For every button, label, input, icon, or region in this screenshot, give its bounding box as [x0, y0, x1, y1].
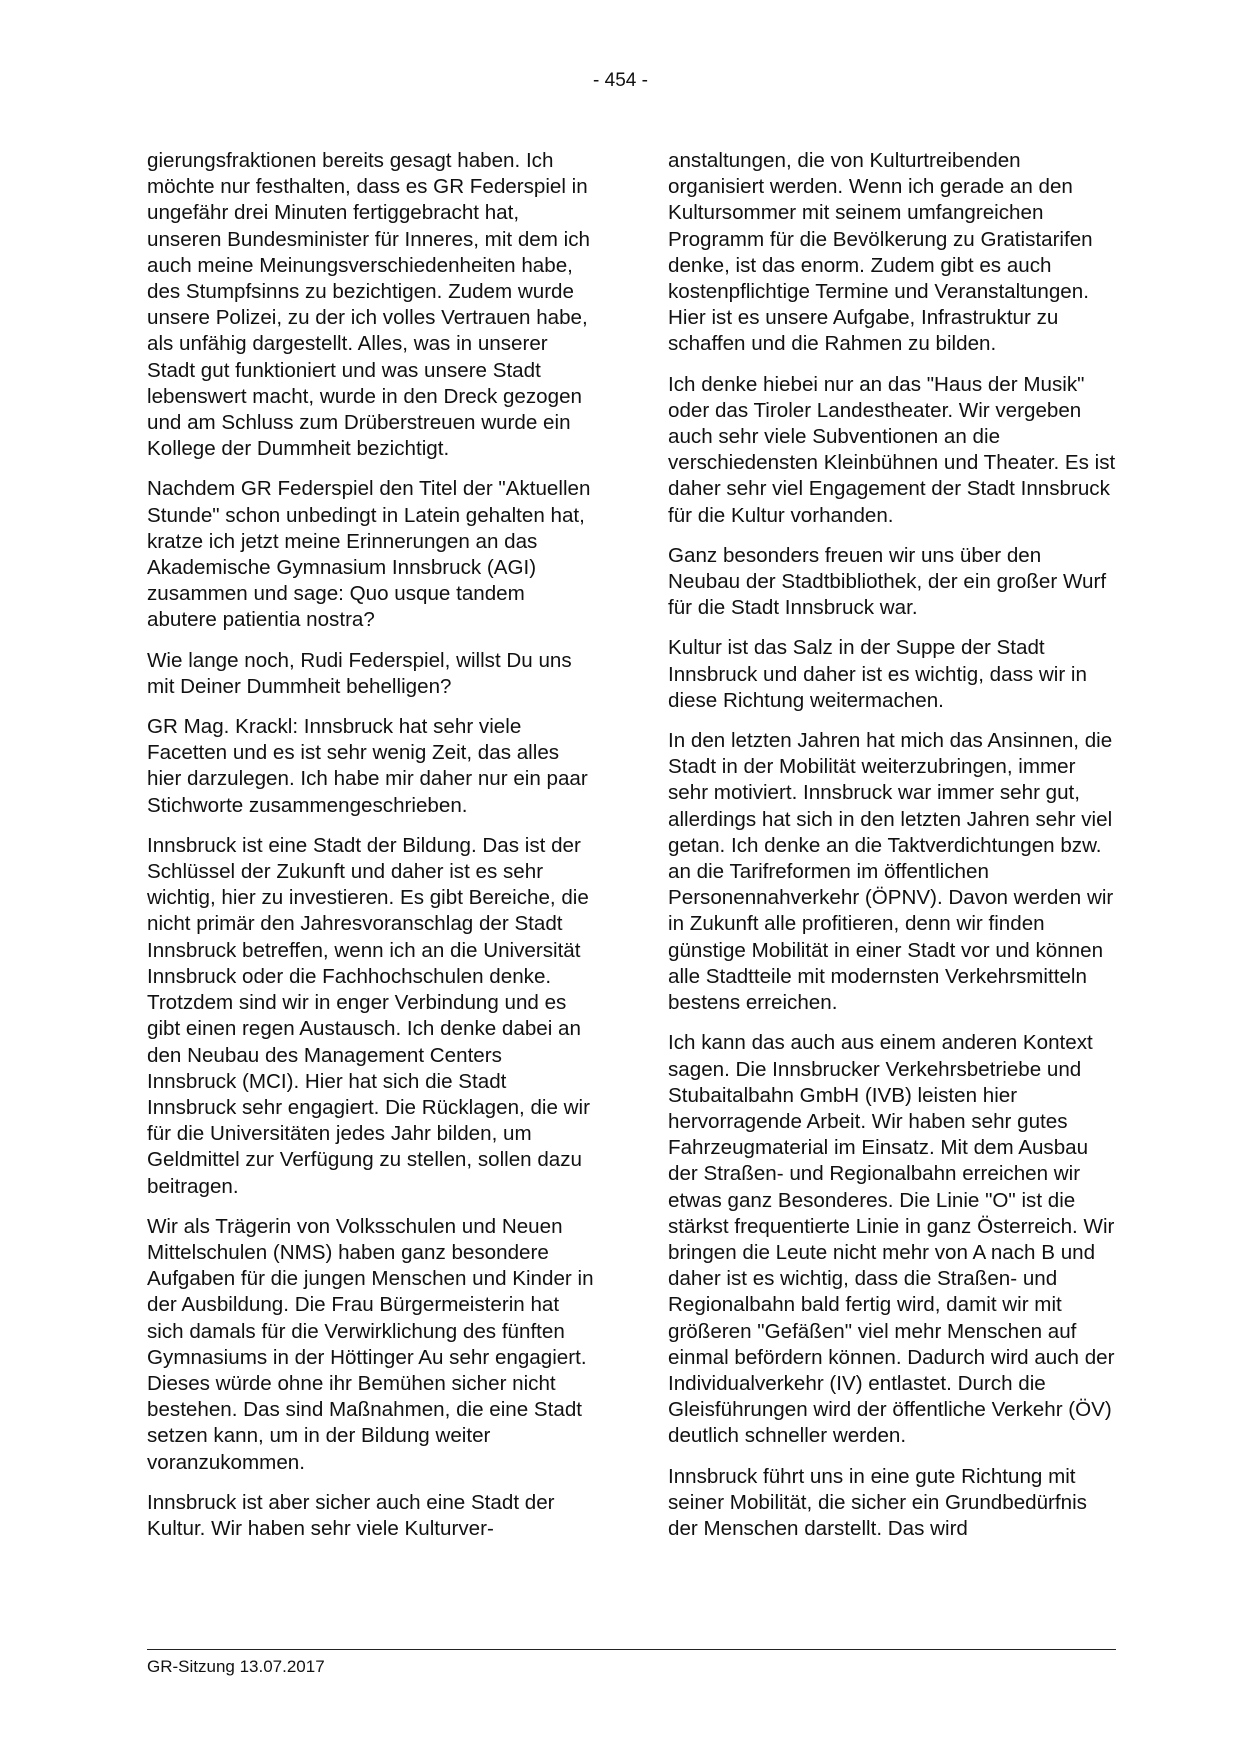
paragraph: Ich denke hiebei nur an das "Haus der Musik" oder das Tiroler Landestheater. Wir vergeben auch sehr viele Subventionen an die verschiedensten Kleinbühnen und Theater. Es ist daher sehr viel Engagement der Stadt Innsbruck für die Kultur vorhanden.	[668, 372, 1116, 527]
paragraph: anstaltungen, die von Kulturtreibenden organisiert werden. Wenn ich gerade an den Kultursommer mit seinem umfangreichen Programm für die Bevölkerung zu Gratistarifen denke, ist das enorm. Zudem gibt es auch kostenpflichtige Termine und Veranstaltungen. Hier ist es unsere Aufgabe, Infrastruktur zu schaffen und die Rahmen zu bilden.	[668, 149, 1093, 356]
paragraph: Wie lange noch, Rudi Federspiel, willst Du uns mit Deiner Dummheit behelligen?	[147, 648, 572, 698]
footer-session-label: GR-Sitzung 13.07.2017	[147, 1657, 325, 1676]
paragraph: Nachdem GR Federspiel den Titel der "Aktuellen Stunde" schon unbedingt in Latein gehalten hat, kratze ich jetzt meine Erinnerungen an das Akademische Gymnasium Innsbruck (AGI) zusammen und sage: Quo usque tandem abutere patientia nostra?	[147, 477, 591, 632]
right-column	[668, 148, 1116, 1556]
left-column	[147, 148, 595, 1556]
paragraph: gierungsfraktionen bereits gesagt haben. Ich möchte nur festhalten, dass es GR Federspiel in ungefähr drei Minuten fertiggebracht hat, unseren Bundesminister für Inneres, mit dem ich auch meine Meinungsverschiedenheiten habe, des Stumpfsinns zu bezichtigen. Zudem wurde unsere Polizei, zu der ich volles Vertrauen habe, als unfähig dargestellt. Alles, was in unserer Stadt gut funktioniert und was unsere Stadt lebenswert macht, wurde in den Dreck gezogen und am Schluss zum Drüberstreuen wurde ein Kollege der Dummheit bezichtigt.	[147, 149, 590, 461]
footer-divider	[147, 1649, 1116, 1650]
paragraph: Kultur ist das Salz in der Suppe der Stadt Innsbruck und daher ist es wichtig, dass wir in diese Richtung weitermachen.	[668, 636, 1087, 712]
paragraph: Innsbruck ist aber sicher auch eine Stadt der Kultur. Wir haben sehr viele Kulturver-	[147, 1490, 555, 1540]
paragraph: GR Mag. Krackl: Innsbruck hat sehr viele Facetten und es ist sehr wenig Zeit, das alles hier darzulegen. Ich habe mir daher nur ein paar Stichworte zusammengeschrieben.	[147, 715, 588, 817]
paragraph: Innsbruck führt uns in eine gute Richtung mit seiner Mobilität, die sicher ein Grundbedürfnis der Menschen darstellt. Das wird	[668, 1464, 1087, 1540]
page-number: - 454 -	[593, 70, 648, 91]
paragraph: Ich kann das auch aus einem anderen Kontext sagen. Die Innsbrucker Verkehrsbetriebe und Stubaitalbahn GmbH (IVB) leisten hier hervorragende Arbeit. Wir haben sehr gutes Fahrzeugmaterial im Einsatz. Mit dem Ausbau der Straßen- und Regionalbahn erreichen wir etwas ganz Besonderes. Die Linie "O" ist die stärkst frequentierte Linie in ganz Österreich. Wir bringen die Leute nicht mehr von A nach B und daher ist es wichtig, dass die Straßen- und Regionalbahn bald fertig wird, damit wir mit größeren "Gefäßen" viel mehr Menschen auf einmal befördern können. Dadurch wird auch der Individualverkehr (IV) entlastet. Durch die Gleisführungen wird der öffentliche Verkehr (ÖV) deutlich schneller werden.	[668, 1031, 1115, 1448]
paragraph: Ganz besonders freuen wir uns über den Neubau der Stadtbibliothek, der ein großer Wurf für die Stadt Innsbruck war.	[668, 543, 1107, 620]
paragraph: Innsbruck ist eine Stadt der Bildung. Das ist der Schlüssel der Zukunft und daher ist es sehr wichtig, hier zu investieren. Es gibt Bereiche, die nicht primär den Jahresvoranschlag der Stadt Innsbruck betreffen, wenn ich an die Universität Innsbruck oder die Fachhochschulen denke. Trotzdem sind wir in enger Verbindung und es gibt einen regen Austausch. Ich denke dabei an den Neubau des Management Centers Innsbruck (MCI). Hier hat sich die Stadt Innsbruck sehr engagiert. Die Rücklagen, die wir für die Universitäten jedes Jahr bilden, um Geldmittel zur Verfügung zu stellen, sollen dazu beitragen.	[147, 833, 590, 1198]
paragraph: Wir als Trägerin von Volksschulen und Neuen Mittelschulen (NMS) haben ganz besondere Aufgaben für die jungen Menschen und Kinder in der Ausbildung. Die Frau Bürgermeisterin hat sich damals für die Verwirklichung des fünften Gymnasiums in der Höttinger Au sehr engagiert. Dieses würde ohne ihr Bemühen sicher nicht bestehen. Das sind Maßnahmen, die eine Stadt setzen kann, um in der Bildung weiter voranzukommen.	[147, 1214, 594, 1474]
paragraph: In den letzten Jahren hat mich das Ansinnen, die Stadt in der Mobilität weiterzubringen, immer sehr motiviert. Innsbruck war immer sehr gut, allerdings hat sich in den letzten Jahren sehr viel getan. Ich denke an die Taktverdichtungen bzw. an die Tarifreformen im öffentlichen Personennahverkehr (ÖPNV). Davon werden wir in Zukunft alle profitieren, denn wir finden günstige Mobilität in einer Stadt vor und können alle Stadtteile mit modernsten Verkehrsmitteln bestens erreichen.	[668, 729, 1114, 1015]
